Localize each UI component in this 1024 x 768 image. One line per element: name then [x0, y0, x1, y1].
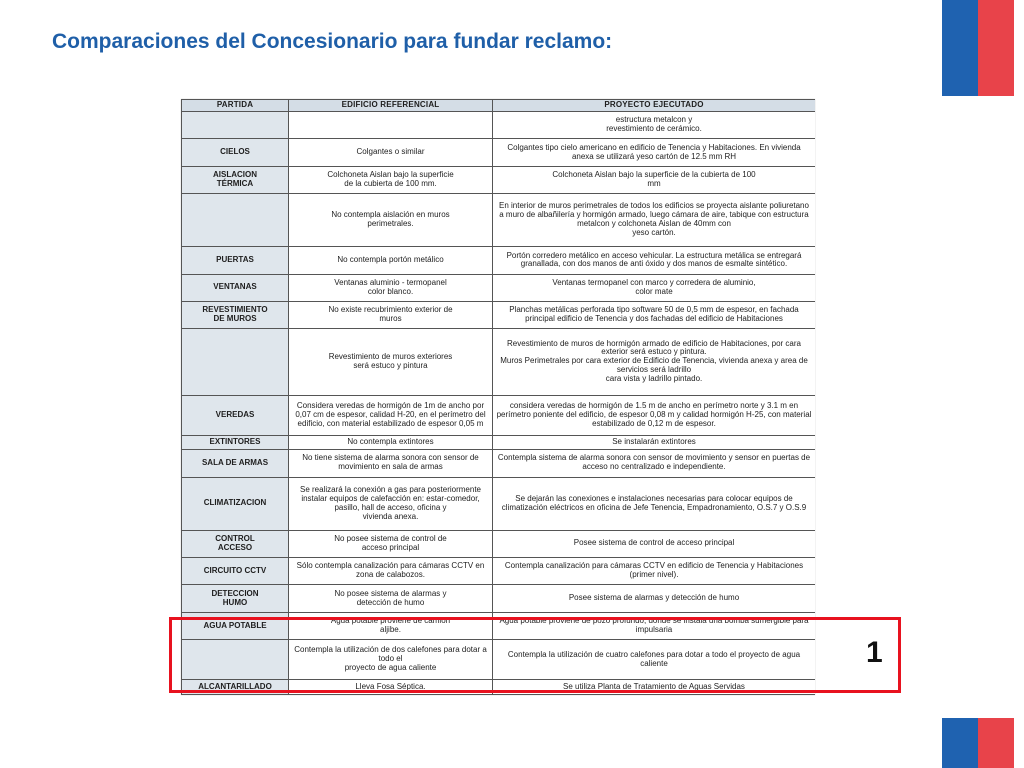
- flag-graphic-bottom: [942, 718, 1014, 768]
- table-row: [182, 166, 816, 193]
- partida-cell: [182, 112, 289, 139]
- referencial-cell: Ventanas aluminio - termopanel color blanco.: [289, 274, 493, 301]
- proyecto-cell: Colchoneta Aislan bajo la superficie de la cubierta de 100 mm: [493, 166, 816, 193]
- partida-cell: ALCANTARILLADO: [182, 680, 289, 695]
- proyecto-cell: Contempla canalización para cámaras CCTV en edificio de Tenencia y Habitaciones (primer nivel).: [493, 558, 816, 585]
- proyecto-cell: Revestimiento de muros de hormigón armado de edificio de Habitaciones, por cara exterior será estuco y pintura. Muros Perimetrales por cara exterior de Edificio de Tenencia, vivienda anexa y area de servicios será ladrillo cara vista y ladrillo pintado.: [493, 329, 816, 395]
- proyecto-cell: estructura metalcon y revestimiento de cerámico.: [493, 112, 816, 139]
- partida-cell: CIELOS: [182, 139, 289, 166]
- table-row: [182, 139, 816, 166]
- table-row: [182, 435, 816, 449]
- proyecto-cell: Contempla la utilización de cuatro calefones para dotar a todo el proyecto de agua caliente: [493, 640, 816, 680]
- referencial-cell: Revestimiento de muros exteriores será estuco y pintura: [289, 329, 493, 395]
- table-row: [182, 558, 816, 585]
- table-row: [182, 395, 816, 435]
- partida-cell: EXTINTORES: [182, 435, 289, 449]
- proyecto-cell: En interior de muros perimetrales de todos los edificios se proyecta aislante poliuretano a muro de albañilería y hormigón armado, luego cámara de aire, tabique con estructura metalcon y colchoneta Aislan de 40mm con yeso cartón.: [493, 194, 816, 247]
- referencial-cell: Sólo contempla canalización para cámaras CCTV en zona de calabozos.: [289, 558, 493, 585]
- referencial-cell: No existe recubrimiento exterior de muros: [289, 301, 493, 328]
- proyecto-cell: Contempla sistema de alarma sonora con sensor de movimiento y sensor en puertas de acceso no centralizado e independiente.: [493, 450, 816, 477]
- partida-cell: VENTANAS: [182, 274, 289, 301]
- referencial-cell: Se realizará la conexión a gas para posteriormente instalar equipos de calefacción en: estar-comedor, pasillo, hall de acceso, oficina y vivienda anexa.: [289, 477, 493, 530]
- header-partida: PARTIDA: [182, 100, 289, 112]
- highlight-box: [169, 617, 901, 693]
- proyecto-cell: Portón corredero metálico en acceso vehicular. La estructura metálica se entregará granallada, con dos manos de anti óxido y dos manos de esmalte sintético.: [493, 247, 816, 274]
- table-row: [182, 450, 816, 477]
- header-edificio-referencial: EDIFICIO REFERENCIAL: [289, 100, 493, 112]
- flag-blue-bar: [942, 718, 978, 768]
- flag-blue-bar: [942, 0, 978, 96]
- referencial-cell: Agua potable proviene de camión aljibe.: [289, 612, 493, 639]
- table-row: [182, 329, 816, 395]
- proyecto-cell: considera veredas de hormigón de 1.5 m de ancho en perímetro norte y 3.1 m en perímetro poniente del edificio, de espesor 0,08 m y calidad hormigón H-25, con material estabilizado de 0,12 m de espesor.: [493, 395, 816, 435]
- table-header-row: [182, 100, 816, 112]
- comparison-table: [181, 99, 815, 695]
- referencial-cell: No contempla portón metálico: [289, 247, 493, 274]
- partida-cell: REVESTIMIENTO DE MUROS: [182, 301, 289, 328]
- partida-cell: CONTROL ACCESO: [182, 530, 289, 557]
- proyecto-cell: Posee sistema de control de acceso principal: [493, 530, 816, 557]
- table-row: [182, 301, 816, 328]
- referencial-cell: No posee sistema de alarmas y detección de humo: [289, 585, 493, 612]
- proyecto-cell: Colgantes tipo cielo americano en edificio de Tenencia y Habitaciones. En vivienda anexa se utilizará yeso cartón de 12.5 mm RH: [493, 139, 816, 166]
- proyecto-cell: Se utiliza Planta de Tratamiento de Aguas Servidas: [493, 680, 816, 695]
- referencial-cell: No contempla extintores: [289, 435, 493, 449]
- referencial-cell: [289, 112, 493, 139]
- highlight-number: 1: [866, 636, 883, 669]
- partida-cell: CLIMATIZACION: [182, 477, 289, 530]
- proyecto-cell: Se dejarán las conexiones e instalaciones necesarias para colocar equipos de climatización eléctricos en oficina de Jefe Tenencia, Empadronamiento, O.S.7 y O.S.9: [493, 477, 816, 530]
- table-row: [182, 112, 816, 139]
- partida-cell: CIRCUITO CCTV: [182, 558, 289, 585]
- flag-graphic-top: [942, 0, 1014, 96]
- table-row: [182, 194, 816, 247]
- table-row: [182, 247, 816, 274]
- referencial-cell: Colgantes o similar: [289, 139, 493, 166]
- partida-cell: AISLACION TÉRMICA: [182, 166, 289, 193]
- referencial-cell: No posee sistema de control de acceso principal: [289, 530, 493, 557]
- table-row: [182, 530, 816, 557]
- flag-red-bar: [978, 0, 1014, 96]
- referencial-cell: Contempla la utilización de dos calefones para dotar a todo el proyecto de agua caliente: [289, 640, 493, 680]
- referencial-cell: No contempla aislación en muros perimetrales.: [289, 194, 493, 247]
- table-row: [182, 274, 816, 301]
- partida-cell: DETECCION HUMO: [182, 585, 289, 612]
- scanned-comparison-document: [181, 99, 815, 695]
- partida-cell: AGUA POTABLE: [182, 612, 289, 639]
- table-row: [182, 585, 816, 612]
- referencial-cell: Considera veredas de hormigón de 1m de ancho por 0,07 cm de espesor, calidad H-20, en el perímetro del edificio, con material estabilizado de espesor 0,05 m: [289, 395, 493, 435]
- partida-cell: [182, 194, 289, 247]
- proyecto-cell: Planchas metálicas perforada tipo software 50 de 0,5 mm de espesor, en fachada principal edificio de Tenencia y dos fachadas del edificio de Habitaciones: [493, 301, 816, 328]
- flag-red-bar: [978, 718, 1014, 768]
- partida-cell: [182, 329, 289, 395]
- referencial-cell: No tiene sistema de alarma sonora con sensor de movimiento en sala de armas: [289, 450, 493, 477]
- proyecto-cell: Agua potable proviene de pozo profundo, donde se instala una bomba sumergible para impulsaria: [493, 612, 816, 639]
- referencial-cell: Colchoneta Aislan bajo la superficie de la cubierta de 100 mm.: [289, 166, 493, 193]
- slide-title: Comparaciones del Concesionario para fundar reclamo:: [52, 30, 613, 53]
- proyecto-cell: Ventanas termopanel con marco y corredera de aluminio, color mate: [493, 274, 816, 301]
- proyecto-cell: Se instalarán extintores: [493, 435, 816, 449]
- header-proyecto-ejecutado: PROYECTO EJECUTADO: [493, 100, 816, 112]
- proyecto-cell: Posee sistema de alarmas y detección de humo: [493, 585, 816, 612]
- partida-cell: SALA DE ARMAS: [182, 450, 289, 477]
- partida-cell: PUERTAS: [182, 247, 289, 274]
- partida-cell: VEREDAS: [182, 395, 289, 435]
- table-row: [182, 477, 816, 530]
- referencial-cell: Lleva Fosa Séptica.: [289, 680, 493, 695]
